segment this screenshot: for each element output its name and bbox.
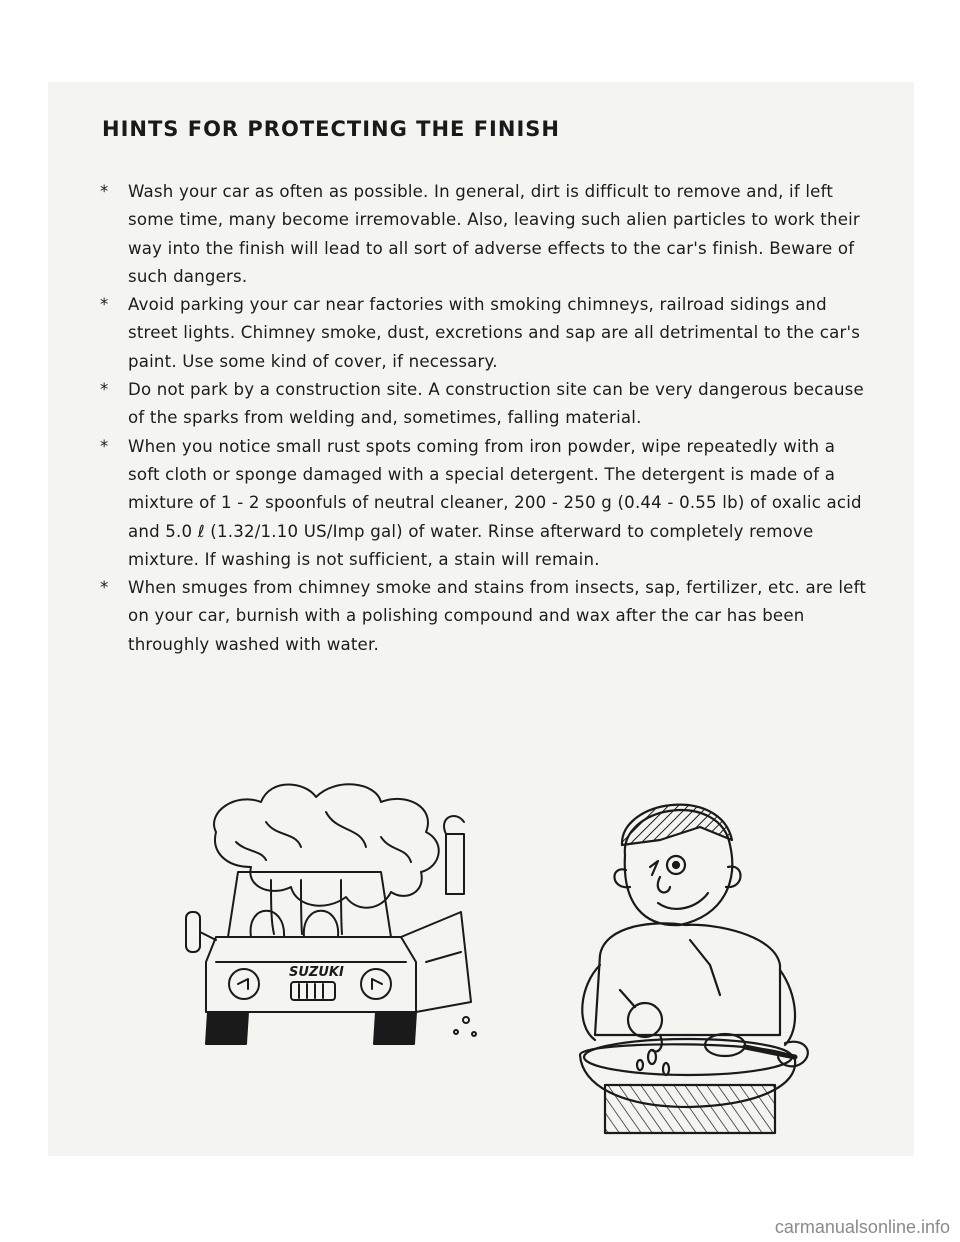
- bowl-stand: [605, 1085, 775, 1133]
- bullet: *: [100, 182, 109, 201]
- dirty-car-illustration: [176, 762, 491, 1047]
- bullet: *: [100, 295, 109, 315]
- bullet: *: [100, 380, 109, 400]
- hint-item: [100, 178, 870, 291]
- hint-item: [100, 376, 870, 433]
- headlight-left: [229, 969, 259, 999]
- hint-text: Wash your car as often as possible. In general, dirt is difficult to remove and, if left some time, many become irremovable. Also, leaving such alien particles to work their way into the finish will lead to all sort of adverse effects to the car's finish. Beware of such dangers.: [128, 182, 860, 286]
- smoke-cloud: [214, 784, 439, 907]
- boy-mixing-detergent-illustration: [540, 785, 840, 1135]
- pouring-cup: [628, 1003, 662, 1037]
- bullet: *: [100, 578, 109, 598]
- wheel-left: [206, 1012, 248, 1044]
- watermark: carmanualsonline.info: [774, 1217, 950, 1237]
- boy-smile: [658, 893, 708, 909]
- page-title: HINTS FOR PROTECTING THE FINISH: [102, 117, 560, 141]
- hint-text: When smuges from chimney smoke and stains from insects, sap, fertilizer, etc. are left on your car, burnish with a polishing compound and wax after the car has been throughly washed with water.: [128, 578, 867, 654]
- bullet: *: [100, 436, 109, 456]
- hint-item: [100, 433, 870, 574]
- wheel-right: [374, 1012, 416, 1044]
- hint-item: [100, 291, 870, 376]
- hint-text: When you notice small rust spots coming from iron powder, wipe repeatedly with a soft cloth or sponge damaged with a special detergent. The detergent is made of a mixture of 1 - 2 spoonfuls of neutral cleaner, 200 - 250 g (0.44 - 0.55 lb) of oxalic acid and 5.0 ℓ (1.32/1.10 US/Imp gal) of water. Rinse afterward to completely remove mixture. If washing is not sufficient, a stain will remain.: [128, 436, 862, 569]
- hint-item: [100, 574, 870, 659]
- boy-body: [595, 923, 780, 1035]
- headlight-right: [361, 969, 391, 999]
- boy-hair: [622, 805, 732, 845]
- hint-text: Do not park by a construction site. A construction site can be very dangerous because of the sparks from welding and, sometimes, falling material.: [128, 380, 864, 428]
- car-badge-text: SUZUKI: [289, 965, 344, 980]
- hint-text: Avoid parking your car near factories with smoking chimneys, railroad sidings and street lights. Chimney smoke, dust, excretions and sap are all detrimental to the car's paint. Use some kind of cover, if necessary.: [128, 295, 861, 371]
- hints-list: [100, 178, 870, 659]
